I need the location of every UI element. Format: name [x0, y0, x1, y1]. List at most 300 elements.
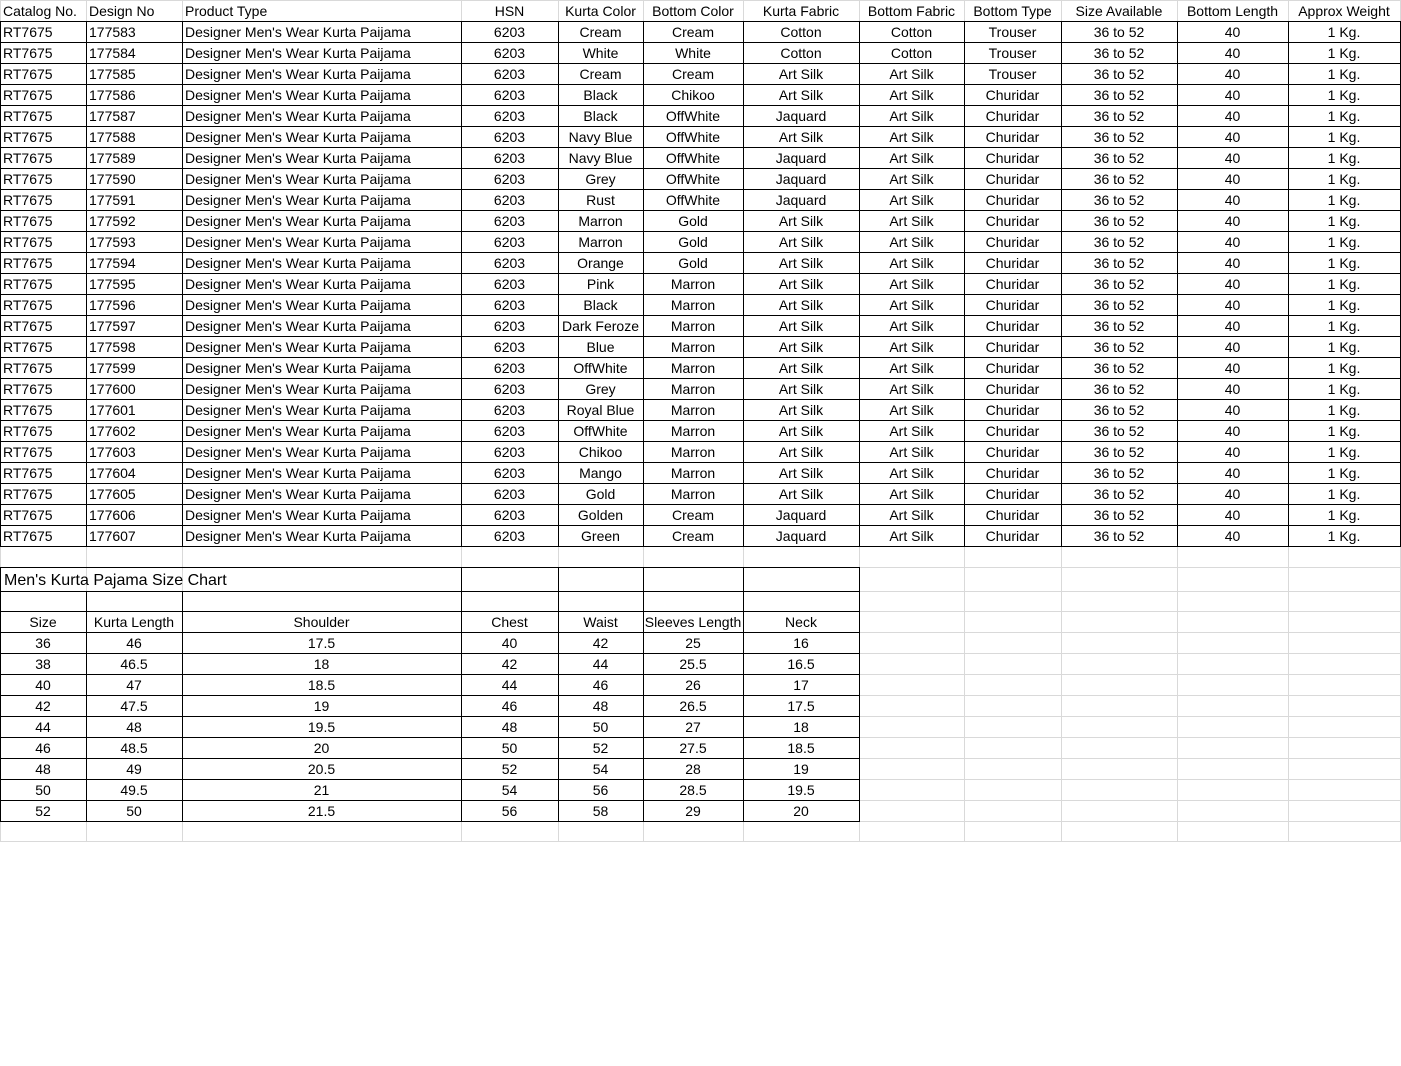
product-table-cell[interactable]: 36 to 52	[1093, 402, 1145, 418]
size-chart-cell[interactable]: 19.5	[307, 719, 336, 735]
product-table-cell[interactable]: Art Silk	[778, 213, 824, 229]
product-table-cell[interactable]: Art Silk	[778, 444, 824, 460]
product-table-cell[interactable]: OffWhite	[665, 150, 721, 166]
product-table-cell[interactable]: Designer Men's Wear Kurta Paijama	[185, 360, 411, 376]
product-table-cell[interactable]: Churidar	[985, 213, 1040, 229]
product-table-cell[interactable]: Churidar	[985, 297, 1040, 313]
size-chart-cell[interactable]: 44	[501, 677, 518, 693]
product-table-cell[interactable]: 6203	[493, 192, 526, 208]
product-table-cell[interactable]: 40	[1224, 402, 1241, 418]
product-table-cell[interactable]: Churidar	[985, 129, 1040, 145]
product-table-cell[interactable]: Pink	[586, 276, 615, 292]
product-table-cell[interactable]: 6203	[493, 129, 526, 145]
product-table-cell[interactable]: Designer Men's Wear Kurta Paijama	[185, 465, 411, 481]
product-table-cell[interactable]: 1 Kg.	[1327, 24, 1361, 40]
product-header-cell[interactable]: Design No	[89, 3, 155, 19]
product-table-cell[interactable]: 6203	[493, 171, 526, 187]
product-table-cell[interactable]: 1 Kg.	[1327, 318, 1361, 334]
product-table-cell[interactable]: 36 to 52	[1093, 318, 1145, 334]
size-chart-header-cell[interactable]: Size	[29, 614, 57, 630]
product-table-cell[interactable]: 40	[1224, 444, 1241, 460]
product-table-cell[interactable]: Cotton	[780, 45, 822, 61]
size-chart-header-cell[interactable]: Sleeves Length	[644, 614, 742, 630]
product-table-cell[interactable]: Churidar	[985, 108, 1040, 124]
product-table-cell[interactable]: Churidar	[985, 381, 1040, 397]
product-table-cell[interactable]: 36 to 52	[1093, 276, 1145, 292]
product-table-cell[interactable]: 40	[1224, 360, 1241, 376]
product-table-cell[interactable]: 40	[1224, 234, 1241, 250]
product-table-cell[interactable]: RT7675	[3, 528, 53, 544]
product-table-cell[interactable]: 177585	[89, 66, 136, 82]
size-chart-cell[interactable]: 18.5	[307, 677, 336, 693]
product-table-cell[interactable]: RT7675	[3, 45, 53, 61]
product-table-cell[interactable]: Designer Men's Wear Kurta Paijama	[185, 297, 411, 313]
product-table-cell[interactable]: Art Silk	[778, 423, 824, 439]
size-chart-cell[interactable]: 25	[685, 635, 701, 651]
product-table-cell[interactable]: Art Silk	[889, 108, 934, 124]
product-table-cell[interactable]: Marron	[670, 318, 716, 334]
product-table-cell[interactable]: 177604	[89, 465, 136, 481]
product-table-cell[interactable]: Art Silk	[889, 339, 934, 355]
size-chart-cell[interactable]: 42	[501, 656, 518, 672]
product-table-cell[interactable]: Art Silk	[889, 360, 934, 376]
product-table-cell[interactable]: 1 Kg.	[1327, 234, 1361, 250]
product-table-cell[interactable]: Churidar	[985, 423, 1040, 439]
product-table-cell[interactable]: 40	[1224, 171, 1241, 187]
product-table-cell[interactable]: RT7675	[3, 360, 53, 376]
product-table-cell[interactable]: Churidar	[985, 507, 1040, 523]
product-table-cell[interactable]: Marron	[670, 402, 716, 418]
product-table-cell[interactable]: Cotton	[890, 45, 933, 61]
product-table-cell[interactable]: Designer Men's Wear Kurta Paijama	[185, 87, 411, 103]
product-table-cell[interactable]: 1 Kg.	[1327, 360, 1361, 376]
product-table-cell[interactable]: 40	[1224, 423, 1241, 439]
product-table-cell[interactable]: OffWhite	[665, 108, 721, 124]
product-table-cell[interactable]: Art Silk	[778, 381, 824, 397]
product-table-cell[interactable]: Art Silk	[889, 423, 934, 439]
product-table-cell[interactable]: 36 to 52	[1093, 108, 1145, 124]
product-table-cell[interactable]: 177606	[89, 507, 136, 523]
size-chart-cell[interactable]: 40	[501, 635, 518, 651]
product-table-cell[interactable]: 177603	[89, 444, 136, 460]
product-table-cell[interactable]: Churidar	[985, 192, 1040, 208]
product-table-cell[interactable]: Art Silk	[778, 465, 824, 481]
product-table-cell[interactable]: 6203	[493, 318, 526, 334]
product-table-cell[interactable]: RT7675	[3, 129, 53, 145]
size-chart-cell[interactable]: 29	[685, 803, 701, 819]
size-chart-cell[interactable]: 49	[126, 761, 142, 777]
product-table-cell[interactable]: 177592	[89, 213, 136, 229]
size-chart-cell[interactable]: 16.5	[787, 656, 815, 672]
product-table-cell[interactable]: RT7675	[3, 318, 53, 334]
size-chart-cell[interactable]: 46.5	[120, 656, 148, 672]
product-table-cell[interactable]: RT7675	[3, 381, 53, 397]
product-table-cell[interactable]: 177583	[89, 24, 136, 40]
product-table-cell[interactable]: White	[582, 45, 619, 61]
size-chart-cell[interactable]: 46	[126, 635, 142, 651]
product-table-cell[interactable]: 177587	[89, 108, 136, 124]
product-table-cell[interactable]: 177605	[89, 486, 136, 502]
product-table-cell[interactable]: Designer Men's Wear Kurta Paijama	[185, 381, 411, 397]
product-table-cell[interactable]: Royal Blue	[566, 402, 635, 418]
product-table-cell[interactable]: 40	[1224, 108, 1241, 124]
product-table-cell[interactable]: 6203	[493, 339, 526, 355]
product-table-cell[interactable]: 1 Kg.	[1327, 66, 1361, 82]
product-table-cell[interactable]: 1 Kg.	[1327, 423, 1361, 439]
product-table-cell[interactable]: 6203	[493, 402, 526, 418]
product-table-cell[interactable]: Churidar	[985, 171, 1040, 187]
size-chart-cell[interactable]: 28	[685, 761, 701, 777]
size-chart-cell[interactable]: 18.5	[787, 740, 815, 756]
size-chart-cell[interactable]: 38	[35, 656, 51, 672]
product-table-cell[interactable]: RT7675	[3, 213, 53, 229]
size-chart-cell[interactable]: 49.5	[120, 782, 148, 798]
product-table-cell[interactable]: 40	[1224, 150, 1241, 166]
size-chart-cell[interactable]: 28.5	[679, 782, 707, 798]
size-chart-cell[interactable]: 42	[592, 635, 609, 651]
product-table-cell[interactable]: Art Silk	[889, 297, 934, 313]
product-table-cell[interactable]: 177601	[89, 402, 136, 418]
product-table-cell[interactable]: Art Silk	[889, 444, 934, 460]
size-chart-cell[interactable]: 47.5	[120, 698, 148, 714]
product-header-cell[interactable]: Kurta Color	[565, 3, 636, 19]
product-table-cell[interactable]: 177607	[89, 528, 136, 544]
product-table-cell[interactable]: Marron	[670, 297, 716, 313]
product-table-cell[interactable]: OffWhite	[573, 423, 628, 439]
product-table-cell[interactable]: 177588	[89, 129, 136, 145]
product-table-cell[interactable]: RT7675	[3, 486, 53, 502]
product-table-cell[interactable]: 36 to 52	[1093, 486, 1145, 502]
product-table-cell[interactable]: 177593	[89, 234, 136, 250]
product-table-cell[interactable]: 6203	[493, 45, 526, 61]
product-table-cell[interactable]: Jaquard	[775, 192, 827, 208]
size-chart-cell[interactable]: 50	[35, 782, 51, 798]
product-table-cell[interactable]: 1 Kg.	[1327, 486, 1361, 502]
product-table-cell[interactable]: Cream	[579, 24, 622, 40]
product-table-cell[interactable]: 36 to 52	[1093, 66, 1145, 82]
product-table-cell[interactable]: Marron	[670, 381, 716, 397]
size-chart-cell[interactable]: 21	[313, 782, 330, 798]
product-table-cell[interactable]: Designer Men's Wear Kurta Paijama	[185, 423, 411, 439]
product-table-cell[interactable]: Art Silk	[889, 87, 934, 103]
product-table-cell[interactable]: 1 Kg.	[1327, 255, 1361, 271]
product-table-cell[interactable]: Churidar	[985, 465, 1040, 481]
product-table-cell[interactable]: 1 Kg.	[1327, 150, 1361, 166]
product-table-cell[interactable]: OffWhite	[665, 171, 721, 187]
product-table-cell[interactable]: Designer Men's Wear Kurta Paijama	[185, 171, 411, 187]
size-chart-cell[interactable]: 17	[793, 677, 809, 693]
product-table-cell[interactable]: Jaquard	[775, 171, 827, 187]
product-table-cell[interactable]: 1 Kg.	[1327, 402, 1361, 418]
product-table-cell[interactable]: Marron	[670, 360, 716, 376]
product-table-cell[interactable]: 6203	[493, 507, 526, 523]
product-table-cell[interactable]: Art Silk	[778, 318, 824, 334]
product-table-cell[interactable]: RT7675	[3, 192, 53, 208]
product-table-cell[interactable]: 36 to 52	[1093, 360, 1145, 376]
product-table-cell[interactable]: Art Silk	[778, 234, 824, 250]
product-table-cell[interactable]: Art Silk	[889, 276, 934, 292]
product-table-cell[interactable]: 177594	[89, 255, 136, 271]
product-table-cell[interactable]: Art Silk	[889, 507, 934, 523]
product-table-cell[interactable]: Trouser	[988, 45, 1037, 61]
product-table-cell[interactable]: Gold	[678, 255, 708, 271]
size-chart-header-cell[interactable]: Kurta Length	[93, 614, 175, 630]
product-table-cell[interactable]: RT7675	[3, 24, 53, 40]
size-chart-cell[interactable]: 20	[313, 740, 330, 756]
product-table-cell[interactable]: Designer Men's Wear Kurta Paijama	[185, 507, 411, 523]
product-table-cell[interactable]: Cream	[671, 528, 714, 544]
product-table-cell[interactable]: Art Silk	[889, 402, 934, 418]
size-chart-cell[interactable]: 27	[685, 719, 701, 735]
product-table-cell[interactable]: 40	[1224, 465, 1241, 481]
product-table-cell[interactable]: 40	[1224, 381, 1241, 397]
product-table-cell[interactable]: 40	[1224, 507, 1241, 523]
product-table-cell[interactable]: 6203	[493, 297, 526, 313]
product-table-cell[interactable]: Golden	[577, 507, 624, 523]
product-table-cell[interactable]: Art Silk	[889, 381, 934, 397]
product-table-cell[interactable]: 1 Kg.	[1327, 444, 1361, 460]
product-header-cell[interactable]: Size Available	[1075, 3, 1163, 19]
product-table-cell[interactable]: 36 to 52	[1093, 45, 1145, 61]
product-table-cell[interactable]: 177602	[89, 423, 136, 439]
product-table-cell[interactable]: 40	[1224, 24, 1241, 40]
product-table-cell[interactable]: Cotton	[890, 24, 933, 40]
product-table-cell[interactable]: Designer Men's Wear Kurta Paijama	[185, 486, 411, 502]
size-chart-cell[interactable]: 50	[126, 803, 142, 819]
product-header-cell[interactable]: Bottom Length	[1186, 3, 1279, 19]
product-table-cell[interactable]: Jaquard	[775, 150, 827, 166]
product-table-cell[interactable]: Designer Men's Wear Kurta Paijama	[185, 24, 411, 40]
product-table-cell[interactable]: Designer Men's Wear Kurta Paijama	[185, 150, 411, 166]
product-header-cell[interactable]: Bottom Color	[652, 3, 734, 19]
product-table-cell[interactable]: Marron	[670, 276, 716, 292]
product-table-cell[interactable]: Black	[583, 87, 618, 103]
product-table-cell[interactable]: Art Silk	[778, 255, 824, 271]
product-table-cell[interactable]: 6203	[493, 213, 526, 229]
product-table-cell[interactable]: RT7675	[3, 402, 53, 418]
product-table-cell[interactable]: Marron	[670, 444, 716, 460]
product-table-cell[interactable]: 36 to 52	[1093, 465, 1145, 481]
product-table-cell[interactable]: Trouser	[988, 66, 1037, 82]
product-table-cell[interactable]: Designer Men's Wear Kurta Paijama	[185, 45, 411, 61]
size-chart-header-cell[interactable]: Neck	[785, 614, 817, 630]
size-chart-cell[interactable]: 44	[35, 719, 51, 735]
product-table-cell[interactable]: 36 to 52	[1093, 528, 1145, 544]
product-table-cell[interactable]: 40	[1224, 486, 1241, 502]
product-table-cell[interactable]: 1 Kg.	[1327, 87, 1361, 103]
product-table-cell[interactable]: Designer Men's Wear Kurta Paijama	[185, 108, 411, 124]
product-table-cell[interactable]: 6203	[493, 108, 526, 124]
product-table-cell[interactable]: 1 Kg.	[1327, 507, 1361, 523]
product-table-cell[interactable]: 6203	[493, 150, 526, 166]
size-chart-cell[interactable]: 48	[35, 761, 51, 777]
size-chart-cell[interactable]: 50	[592, 719, 609, 735]
product-table-cell[interactable]: Art Silk	[778, 402, 824, 418]
product-table-cell[interactable]: Art Silk	[778, 339, 824, 355]
product-table-cell[interactable]: 1 Kg.	[1327, 465, 1361, 481]
product-table-cell[interactable]: 1 Kg.	[1327, 129, 1361, 145]
product-table-cell[interactable]: 1 Kg.	[1327, 108, 1361, 124]
product-table-cell[interactable]: Grey	[585, 171, 616, 187]
size-chart-cell[interactable]: 42	[35, 698, 51, 714]
product-table-cell[interactable]: RT7675	[3, 276, 53, 292]
size-chart-cell[interactable]: 46	[592, 677, 609, 693]
product-table-cell[interactable]: 177586	[89, 87, 136, 103]
size-chart-cell[interactable]: 50	[501, 740, 518, 756]
product-header-cell[interactable]: Bottom Fabric	[867, 3, 956, 19]
product-table-cell[interactable]: Green	[581, 528, 620, 544]
product-table-cell[interactable]: 1 Kg.	[1327, 276, 1361, 292]
product-table-cell[interactable]: Gold	[678, 234, 708, 250]
product-table-cell[interactable]: 177598	[89, 339, 136, 355]
product-table-cell[interactable]: 6203	[493, 528, 526, 544]
product-table-cell[interactable]: 177591	[89, 192, 136, 208]
size-chart-cell[interactable]: 19	[793, 761, 809, 777]
product-table-cell[interactable]: 40	[1224, 213, 1241, 229]
product-table-cell[interactable]: Art Silk	[778, 486, 824, 502]
product-table-cell[interactable]: RT7675	[3, 444, 53, 460]
product-table-cell[interactable]: RT7675	[3, 66, 53, 82]
product-table-cell[interactable]: Churidar	[985, 444, 1040, 460]
product-table-cell[interactable]: Designer Men's Wear Kurta Paijama	[185, 66, 411, 82]
product-header-cell[interactable]: Bottom Type	[973, 3, 1052, 19]
product-table-cell[interactable]: 36 to 52	[1093, 381, 1145, 397]
product-table-cell[interactable]: Designer Men's Wear Kurta Paijama	[185, 528, 411, 544]
product-table-cell[interactable]: Designer Men's Wear Kurta Paijama	[185, 276, 411, 292]
product-table-cell[interactable]: 40	[1224, 255, 1241, 271]
product-table-cell[interactable]: 177597	[89, 318, 136, 334]
product-table-cell[interactable]: Trouser	[988, 24, 1037, 40]
product-table-cell[interactable]: Art Silk	[889, 129, 934, 145]
product-table-cell[interactable]: Art Silk	[889, 66, 934, 82]
size-chart-cell[interactable]: 26	[685, 677, 701, 693]
product-table-cell[interactable]: 40	[1224, 276, 1241, 292]
size-chart-cell[interactable]: 25.5	[679, 656, 707, 672]
product-table-cell[interactable]: 36 to 52	[1093, 192, 1145, 208]
size-chart-cell[interactable]: 19	[313, 698, 330, 714]
product-table-cell[interactable]: OffWhite	[665, 192, 721, 208]
product-table-cell[interactable]: Gold	[678, 213, 708, 229]
product-table-cell[interactable]: 1 Kg.	[1327, 45, 1361, 61]
product-table-cell[interactable]: Churidar	[985, 486, 1040, 502]
product-table-cell[interactable]: Designer Men's Wear Kurta Paijama	[185, 129, 411, 145]
product-table-cell[interactable]: Chikoo	[671, 87, 715, 103]
product-table-cell[interactable]: Art Silk	[889, 213, 934, 229]
product-table-cell[interactable]: RT7675	[3, 507, 53, 523]
product-table-cell[interactable]: Churidar	[985, 528, 1040, 544]
product-table-cell[interactable]: 6203	[493, 24, 526, 40]
product-table-cell[interactable]: Black	[583, 108, 618, 124]
product-table-cell[interactable]: Mango	[579, 465, 622, 481]
size-chart-cell[interactable]: 47	[126, 677, 142, 693]
product-table-cell[interactable]: Designer Men's Wear Kurta Paijama	[185, 402, 411, 418]
product-table-cell[interactable]: Churidar	[985, 234, 1040, 250]
product-table-cell[interactable]: 6203	[493, 234, 526, 250]
product-table-cell[interactable]: RT7675	[3, 87, 53, 103]
product-table-cell[interactable]: Blue	[586, 339, 615, 355]
product-table-cell[interactable]: Jaquard	[775, 528, 827, 544]
product-table-cell[interactable]: 36 to 52	[1093, 234, 1145, 250]
product-table-cell[interactable]: 40	[1224, 318, 1241, 334]
product-table-cell[interactable]: Churidar	[985, 87, 1040, 103]
size-chart-cell[interactable]: 44	[592, 656, 609, 672]
product-table-cell[interactable]: Art Silk	[778, 297, 824, 313]
product-table-cell[interactable]: Churidar	[985, 255, 1040, 271]
product-table-cell[interactable]: Art Silk	[778, 87, 824, 103]
product-table-cell[interactable]: RT7675	[3, 234, 53, 250]
product-table-cell[interactable]: 6203	[493, 87, 526, 103]
product-header-cell[interactable]: Product Type	[185, 3, 268, 19]
product-table-cell[interactable]: Marron	[670, 486, 716, 502]
product-table-cell[interactable]: RT7675	[3, 108, 53, 124]
product-table-cell[interactable]: Designer Men's Wear Kurta Paijama	[185, 318, 411, 334]
product-table-cell[interactable]: 1 Kg.	[1327, 213, 1361, 229]
product-table-cell[interactable]: Designer Men's Wear Kurta Paijama	[185, 213, 411, 229]
size-chart-cell[interactable]: 18	[313, 656, 330, 672]
product-table-cell[interactable]: 1 Kg.	[1327, 339, 1361, 355]
product-table-cell[interactable]: 6203	[493, 360, 526, 376]
size-chart-cell[interactable]: 36	[35, 635, 51, 651]
size-chart-cell[interactable]: 18	[793, 719, 809, 735]
product-table-cell[interactable]: Cream	[671, 507, 714, 523]
product-table-cell[interactable]: 177584	[89, 45, 136, 61]
product-table-cell[interactable]: RT7675	[3, 423, 53, 439]
product-table-cell[interactable]: 177590	[89, 171, 136, 187]
product-table-cell[interactable]: 40	[1224, 87, 1241, 103]
size-chart-cell[interactable]: 20	[793, 803, 809, 819]
product-table-cell[interactable]: Art Silk	[889, 234, 934, 250]
size-chart-cell[interactable]: 48.5	[120, 740, 148, 756]
product-table-cell[interactable]: 36 to 52	[1093, 129, 1145, 145]
product-table-cell[interactable]: Rust	[586, 192, 615, 208]
size-chart-cell[interactable]: 46	[35, 740, 51, 756]
product-table-cell[interactable]: 40	[1224, 129, 1241, 145]
product-table-cell[interactable]: Churidar	[985, 150, 1040, 166]
product-table-cell[interactable]: Cream	[671, 66, 714, 82]
size-chart-cell[interactable]: 40	[35, 677, 51, 693]
product-table-cell[interactable]: Cream	[579, 66, 622, 82]
product-table-cell[interactable]: Art Silk	[889, 150, 934, 166]
size-chart-cell[interactable]: 54	[592, 761, 609, 777]
product-table-cell[interactable]: Grey	[585, 381, 616, 397]
product-table-cell[interactable]: Art Silk	[889, 465, 934, 481]
product-table-cell[interactable]: 1 Kg.	[1327, 528, 1361, 544]
size-chart-cell[interactable]: 17.5	[787, 698, 815, 714]
size-chart-cell[interactable]: 20.5	[307, 761, 336, 777]
product-table-cell[interactable]: RT7675	[3, 150, 53, 166]
product-table-cell[interactable]: Black	[583, 297, 618, 313]
product-table-cell[interactable]: 177589	[89, 150, 136, 166]
product-table-cell[interactable]: Marron	[670, 339, 716, 355]
product-table-cell[interactable]: OffWhite	[573, 360, 628, 376]
product-table-cell[interactable]: 177599	[89, 360, 136, 376]
size-chart-cell[interactable]: 56	[592, 782, 609, 798]
product-table-cell[interactable]: 1 Kg.	[1327, 171, 1361, 187]
product-table-cell[interactable]: Churidar	[985, 402, 1040, 418]
product-table-cell[interactable]: RT7675	[3, 339, 53, 355]
product-table-cell[interactable]: Orange	[577, 255, 624, 271]
product-table-cell[interactable]: 40	[1224, 339, 1241, 355]
product-table-cell[interactable]: 40	[1224, 45, 1241, 61]
product-table-cell[interactable]: Jaquard	[775, 507, 827, 523]
product-table-cell[interactable]: 6203	[493, 381, 526, 397]
product-table-cell[interactable]: RT7675	[3, 255, 53, 271]
product-table-cell[interactable]: 36 to 52	[1093, 444, 1145, 460]
product-table-cell[interactable]: 36 to 52	[1093, 507, 1145, 523]
product-table-cell[interactable]: 40	[1224, 66, 1241, 82]
product-table-cell[interactable]: Art Silk	[889, 192, 934, 208]
product-table-cell[interactable]: Marron	[578, 234, 623, 250]
